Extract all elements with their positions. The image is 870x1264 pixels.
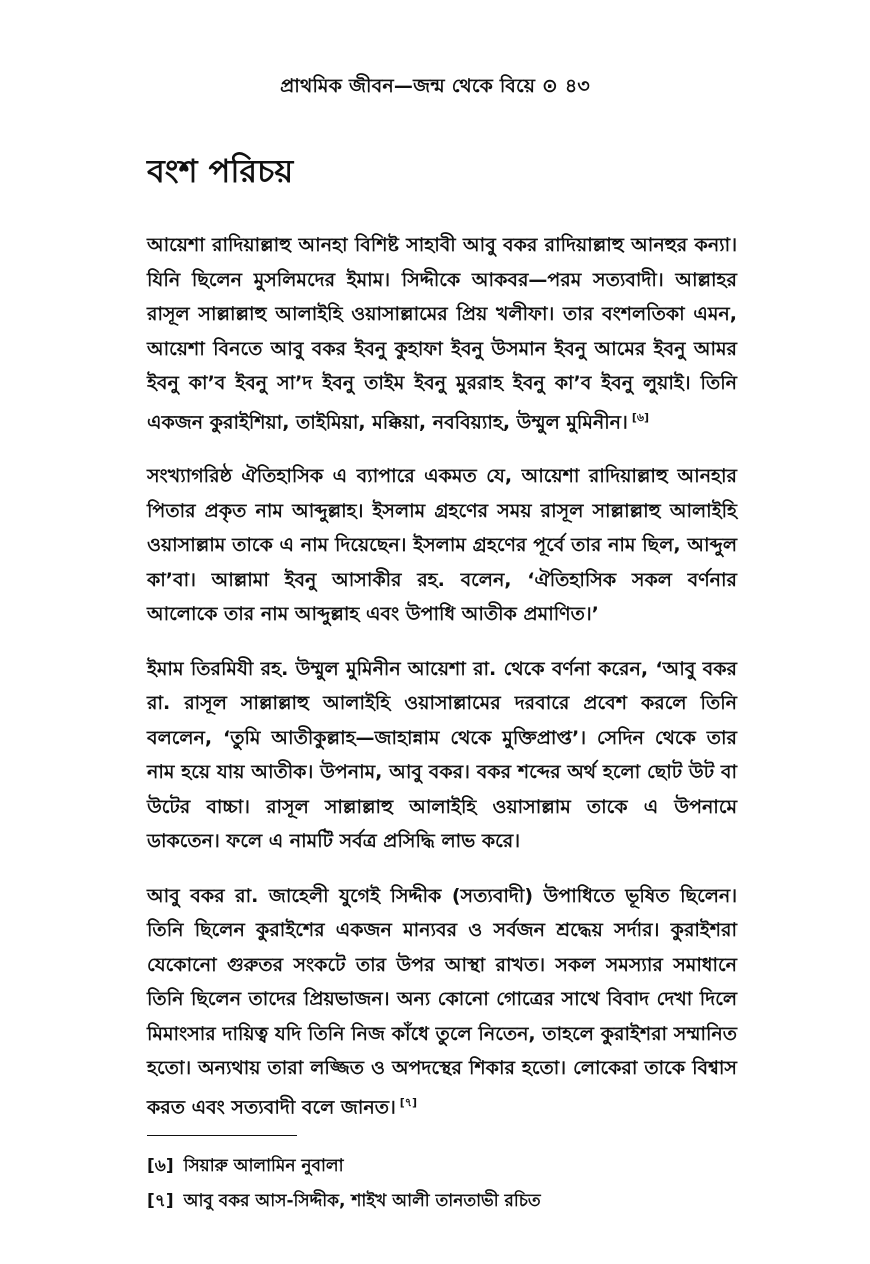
paragraph-text: ইমাম তিরমিযী রহ. উম্মুল মুমিনীন আয়েশা রা. থেকে বর্ণনা করেন, ‘আবু বকর রা. রাসূল সাল্লাল্লাহু আলাইহি ওয়াসাল্লামের দরবারে প্রবেশ করলে তিনি বললেন, ‘তুমি আতীকুল্লাহ—জাহান্নাম থেকে মুক্তিপ্রাপ্ত’। সেদিন থেকে তার নাম হয়ে যায় আতীক। উপনাম, আবু বকর। বকর শব্দের অর্থ হলো ছোট উট বা উটের বাচ্চা। রাসূল সাল্লাল্লাহু আলাইহি ওয়াসাল্লাম তাকে এ উপনামে ডাকতেন। ফলে এ নামটি সর্বত্র প্রসিদ্ধি লাভ করে।: [147, 657, 737, 853]
paragraph-text: সংখ্যাগরিষ্ঠ ঐতিহাসিক এ ব্যাপারে একমত যে, আয়েশা রাদিয়াল্লাহু আনহার পিতার প্রকৃত নাম আব্দুল্লাহ। ইসলাম গ্রহণের সময় রাসূল সাল্লাল্লাহু আলাইহি ওয়াসাল্লাম তাকে এ নাম দিয়েছেন। ইসলাম গ্রহণের পূর্বে তার নাম ছিল, আব্দুল কা’বা। আল্লামা ইবনু আসাকীর রহ. বলেন, ‘ঐতিহাসিক সকল বর্ণনার আলোকে তার নাম আব্দুল্লাহ এবং উপাধি আতীক প্রমাণিত।’: [147, 465, 737, 626]
footnote-text: আবু বকর আস-সিদ্দীক, শাইখ আলী তানতাভী রচিত: [183, 1191, 541, 1211]
section-heading: বংশ পরিচয়: [147, 152, 294, 190]
footnote-text: সিয়ারু আলামিন নুবালা: [183, 1156, 344, 1176]
body-text: [147, 228, 737, 1145]
paragraph-text: আবু বকর রা. জাহেলী যুগেই সিদ্দীক (সত্যবাদী) উপাধিতে ভূষিত ছিলেন। তিনি ছিলেন কুরাইশের একজন মান্যবর ও সর্বজন শ্রদ্ধেয় সর্দার। কুরাইশরা যেকোনো গুরুতর সংকটে তার উপর আস্থা রাখত। সকল সমস্যার সমাধানে তিনি ছিলেন তাদের প্রিয়ভাজন। অন্য কোনো গোত্রের সাথে বিবাদ দেখা দিলে মিমাংসার দায়িত্ব যদি তিনি নিজ কাঁধে তুলে নিতেন, তাহলে কুরাইশরা সম্মানিত হতো। অন্যথায় তারা লজ্জিত ও অপদস্থের শিকার হতো। লোকেরা তাকে বিশ্বাস করত এবং সত্যবাদী বলে জানত।: [147, 884, 737, 1119]
footnote-number: [৬]: [147, 1156, 174, 1176]
footnote-6: [147, 1152, 747, 1180]
paragraph-lineage: [147, 228, 737, 439]
paragraph-father-name: [147, 459, 737, 632]
footnote-7: [147, 1187, 747, 1215]
footnote-number: [৭]: [147, 1191, 174, 1211]
paragraph-siddiq: [147, 879, 737, 1125]
footnote-divider: [147, 1135, 297, 1136]
running-header: প্রাথমিক জীবন—জন্ম থেকে বিয়ে ⊙ ৪৩: [280, 75, 590, 97]
footnotes: [147, 1152, 747, 1222]
paragraph-text: আয়েশা রাদিয়াল্লাহু আনহা বিশিষ্ট সাহাবী আবু বকর রাদিয়াল্লাহু আনহুর কন্যা। যিনি ছিলেন মুসলিমদের ইমাম। সিদ্দীকে আকবর—পরম সত্যবাদী। আল্লাহর রাসূল সাল্লাল্লাহু আলাইহি ওয়াসাল্লামের প্রিয় খলীফা। তার বংশলতিকা এমন, আয়েশা বিনতে আবু বকর ইবনু কুহাফা ইবনু উসমান ইবনু আমের ইবনু আমর ইবনু কা’ব ইবনু সা’দ ইবনু তাইম ইবনু মুররাহ ইবনু কা’ব ইবনু লুয়াই। তিনি একজন কুরাইশিয়া, তাইমিয়া, মক্কিয়া, নববিয়্যাহ, উম্মুল মুমিনীন।: [147, 234, 737, 433]
paragraph-atiq: [147, 652, 737, 859]
footnote-ref-6[interactable]: [৬]: [631, 410, 650, 424]
footnote-ref-7[interactable]: [৭]: [399, 1095, 417, 1109]
